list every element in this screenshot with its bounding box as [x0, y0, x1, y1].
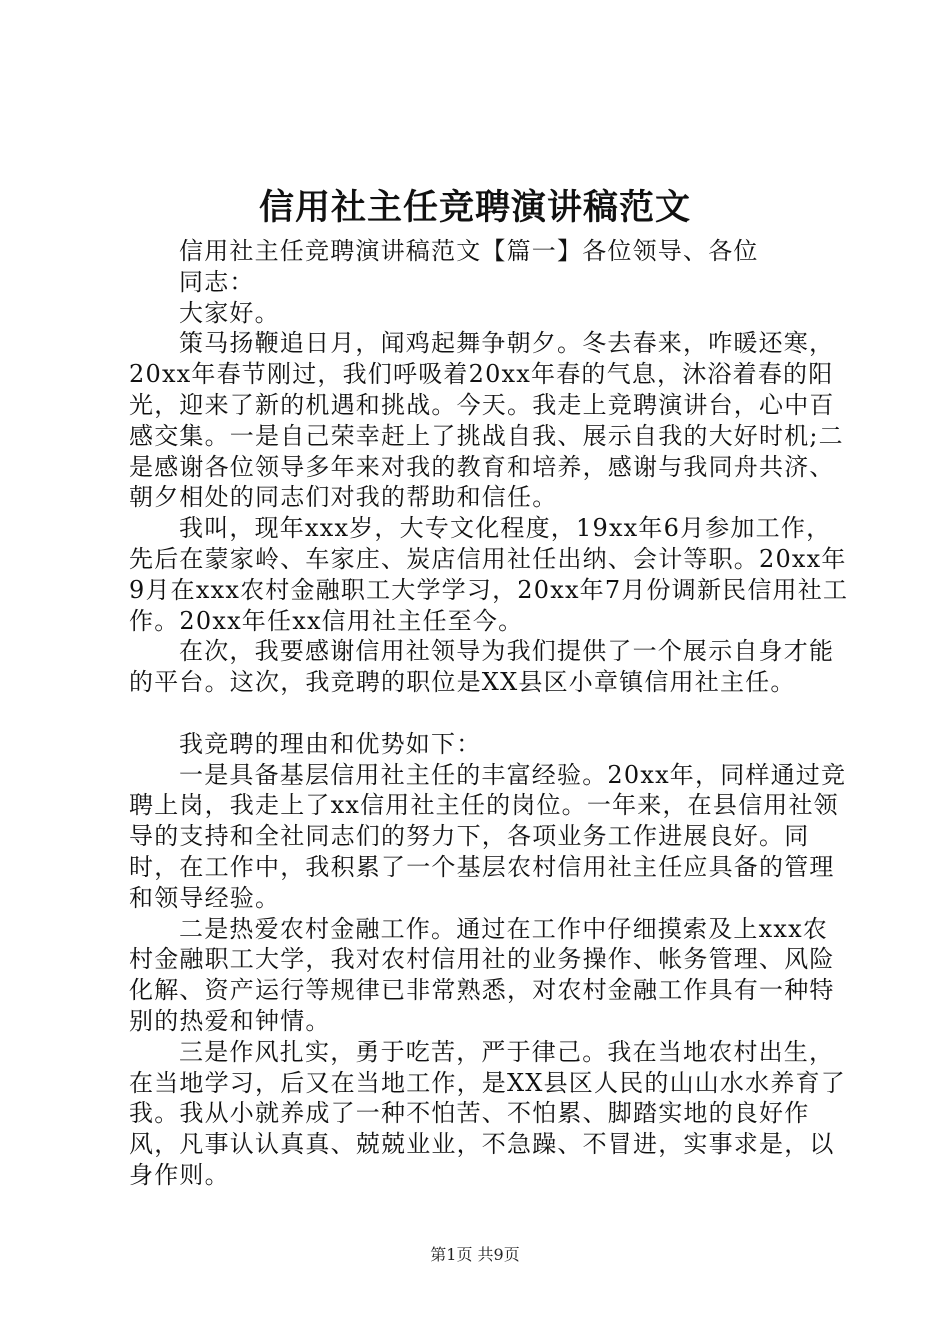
- paragraph-self-introduction: 我叫，现年xxx岁，大专文化程度，19xx年6月参加工作，先后在蒙家岭、车家庄、炭店信用社任出纳、会计等职。20xx年9月在xxx农村金融职工大学学习，20xx年7月份调新民信用社工作。20xx年任xx信用社主任至今。: [129, 514, 849, 635]
- paragraph-position: 在次，我要感谢信用社领导为我们提供了一个展示自身才能的平台。这次，我竞聘的职位是XX县区小章镇信用社主任。: [129, 637, 835, 697]
- paragraph-reason-one: 一是具备基层信用社主任的丰富经验。20xx年，同样通过竞聘上岗，我走上了xx信用社主任的岗位。一年来，在县信用社领导的支持和全社同志们的努力下，各项业务工作进展良好。同时，在工作中，我积累了一个基层农村信用社主任应具备的管理和领导经验。: [129, 760, 847, 912]
- page-number-footer: 第1页 共9页: [430, 1245, 520, 1264]
- document-title: 信用社主任竞聘演讲稿范文: [258, 187, 691, 228]
- paragraph-greeting: 大家好。: [179, 298, 280, 327]
- paragraph-opening: 策马扬鞭追日月，闻鸡起舞争朝夕。冬去春来，咋暖还寒，20xx年春节刚过，我们呼吸着20xx年春的气息，沐浴着春的阳光，迎来了新的机遇和挑战。今天。我走上竞聘演讲台，心中百感交集。一是自己荣幸赶上了挑战自我、展示自我的大好时机;二是感谢各位领导多年来对我的教育和培养，感谢与我同舟共济、朝夕相处的同志们对我的帮助和信任。: [129, 329, 844, 512]
- paragraph-intro-continuation: 同志：: [179, 267, 255, 296]
- paragraph-reason-two: 二是热爱农村金融工作。通过在工作中仔细摸索及上xxx农村金融职工大学，我对农村信用社的业务操作、帐务管理、风险化解、资产运行等规律已非常熟悉，对农村金融工作具有一种特别的热爱和钟情。: [129, 914, 835, 1035]
- paragraph-intro-line: 信用社主任竞聘演讲稿范文【篇一】各位领导、各位: [179, 237, 759, 265]
- document-body: [129, 236, 849, 1191]
- paragraph-reasons-heading: 我竞聘的理由和优势如下：: [179, 729, 482, 758]
- paragraph-reason-three: 三是作风扎实，勇于吃苦，严于律己。我在当地农村出生，在当地学习，后又在当地工作，是XX县区人民的山山水水养育了我。我从小就养成了一种不怕苦、不怕累、脚踏实地的良好作风，凡事认认真真、兢兢业业，不急躁、不冒进，实事求是，以身作则。: [129, 1037, 846, 1189]
